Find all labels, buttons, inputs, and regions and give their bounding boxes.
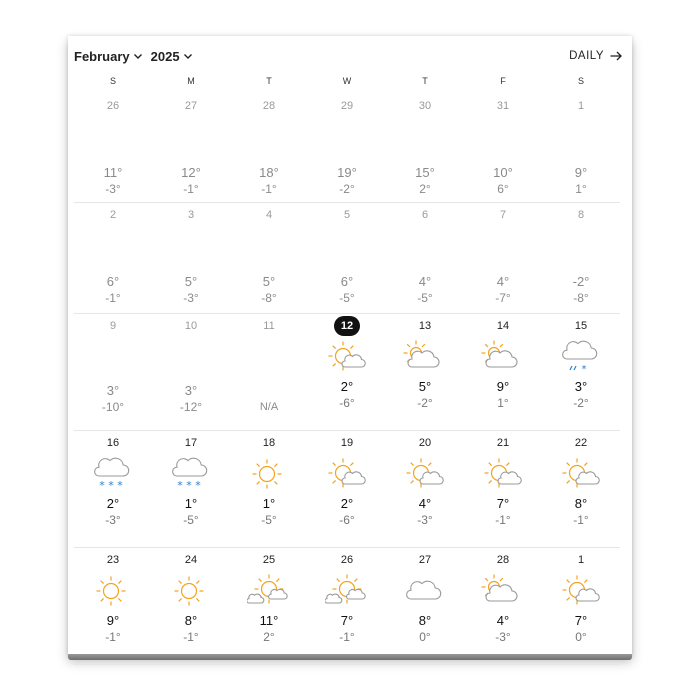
day-number: 23 bbox=[106, 554, 120, 566]
low-temperature: -12° bbox=[179, 400, 203, 414]
cloud-sun-icon bbox=[464, 572, 542, 612]
chevron-down-icon bbox=[133, 51, 143, 61]
weekday-label: W bbox=[342, 76, 352, 86]
icon-placeholder bbox=[542, 227, 620, 267]
sun-cloud-icon bbox=[308, 572, 386, 612]
day-number: 10 bbox=[184, 320, 198, 332]
temperature-block bbox=[542, 378, 620, 412]
high-temperature: 2° bbox=[340, 379, 354, 394]
icon-placeholder bbox=[74, 338, 152, 378]
day-number: 1 bbox=[577, 554, 585, 566]
temperature-block bbox=[464, 378, 542, 412]
low-temperature: -5° bbox=[417, 291, 433, 305]
weekday-label: M bbox=[187, 76, 195, 86]
high-temperature: 9° bbox=[496, 379, 510, 394]
high-temperature: 8° bbox=[574, 496, 588, 511]
weekday-label: T bbox=[422, 76, 428, 86]
snow-icon bbox=[152, 455, 230, 495]
day-number: 1 bbox=[577, 100, 585, 112]
day-number: 6 bbox=[421, 209, 429, 221]
low-temperature: -1° bbox=[105, 291, 121, 305]
day-cell[interactable] bbox=[74, 94, 152, 202]
high-temperature: 3° bbox=[106, 383, 120, 398]
low-temperature: -8° bbox=[573, 291, 589, 305]
day-number: 20 bbox=[418, 437, 432, 449]
day-cell[interactable] bbox=[386, 203, 464, 313]
week-row bbox=[74, 314, 620, 431]
day-number: 2 bbox=[109, 209, 117, 221]
low-temperature: -7° bbox=[495, 291, 511, 305]
low-temperature: -10° bbox=[101, 400, 125, 414]
day-number: 16 bbox=[106, 437, 120, 449]
day-number: 17 bbox=[184, 437, 198, 449]
low-temperature: -6° bbox=[339, 396, 355, 410]
cloud-sun-icon bbox=[464, 338, 542, 378]
cloud-icon bbox=[386, 572, 464, 612]
day-cell[interactable] bbox=[386, 431, 464, 547]
high-temperature: 10° bbox=[493, 165, 513, 180]
day-number: 27 bbox=[184, 100, 198, 112]
high-temperature: 15° bbox=[415, 165, 435, 180]
day-number: 24 bbox=[184, 554, 198, 566]
day-cell[interactable] bbox=[386, 548, 464, 664]
low-temperature: 1° bbox=[575, 182, 587, 196]
svg-text:*: * bbox=[581, 364, 587, 375]
low-temperature: -5° bbox=[339, 291, 355, 305]
day-number: 27 bbox=[418, 554, 432, 566]
month-label: February bbox=[74, 48, 130, 64]
day-cell[interactable] bbox=[542, 203, 620, 313]
svg-text:* * *: * * * bbox=[177, 479, 201, 492]
high-temperature: 5° bbox=[262, 274, 276, 289]
high-temperature: 4° bbox=[418, 274, 432, 289]
low-temperature: -1° bbox=[183, 182, 199, 196]
high-temperature: 2° bbox=[106, 496, 120, 511]
high-temperature: 4° bbox=[496, 613, 510, 628]
high-temperature: 3° bbox=[574, 379, 588, 394]
week-row bbox=[74, 431, 620, 548]
day-cell[interactable] bbox=[308, 431, 386, 547]
temperature-block bbox=[542, 612, 620, 646]
weekday-label: T bbox=[266, 76, 272, 86]
temperature-block bbox=[74, 382, 152, 416]
snow-icon bbox=[74, 455, 152, 495]
sun-icon bbox=[230, 455, 308, 495]
temperature-block bbox=[464, 273, 542, 307]
year-label: 2025 bbox=[150, 48, 180, 64]
temperature-block bbox=[542, 495, 620, 529]
icon-placeholder bbox=[152, 338, 230, 378]
low-temperature: -1° bbox=[339, 630, 355, 644]
high-temperature: 1° bbox=[262, 496, 276, 511]
temperature-block bbox=[308, 612, 386, 646]
day-cell[interactable] bbox=[308, 548, 386, 664]
icon-placeholder bbox=[152, 118, 230, 158]
day-cell[interactable] bbox=[230, 94, 308, 202]
low-temperature: -3° bbox=[183, 291, 199, 305]
low-temperature: 0° bbox=[575, 630, 587, 644]
icon-placeholder bbox=[308, 118, 386, 158]
high-temperature: 4° bbox=[496, 274, 510, 289]
high-temperature: 11° bbox=[103, 165, 123, 180]
temperature-block bbox=[386, 164, 464, 198]
high-temperature: 9° bbox=[106, 613, 120, 628]
week-row bbox=[74, 203, 620, 314]
temperature-block bbox=[152, 164, 230, 198]
temperature-block bbox=[230, 273, 308, 307]
svg-text:* * *: * * * bbox=[99, 479, 123, 492]
day-number: 13 bbox=[418, 320, 432, 332]
high-temperature: 8° bbox=[418, 613, 432, 628]
cloud-sun-icon bbox=[386, 338, 464, 378]
icon-placeholder bbox=[464, 118, 542, 158]
low-temperature: -1° bbox=[183, 630, 199, 644]
low-temperature: -2° bbox=[573, 396, 589, 410]
temperature-block bbox=[74, 495, 152, 529]
temperature-block bbox=[230, 382, 308, 416]
week-row bbox=[74, 548, 620, 665]
rain-snow-icon bbox=[542, 338, 620, 378]
arrow-right-icon bbox=[610, 51, 622, 61]
high-temperature: 8° bbox=[184, 613, 198, 628]
temperature-block bbox=[152, 612, 230, 646]
temperature-block bbox=[74, 273, 152, 307]
low-temperature: -3° bbox=[105, 182, 121, 196]
calendar-card bbox=[68, 36, 632, 656]
low-temperature: 2° bbox=[419, 182, 431, 196]
high-temperature: 2° bbox=[340, 496, 354, 511]
low-temperature: -5° bbox=[183, 513, 199, 527]
day-number: 21 bbox=[496, 437, 510, 449]
high-temperature: 5° bbox=[184, 274, 198, 289]
temperature-block bbox=[230, 612, 308, 646]
temperature-block bbox=[464, 495, 542, 529]
day-cell[interactable] bbox=[464, 94, 542, 202]
high-temperature: 9° bbox=[574, 165, 588, 180]
temperature-block bbox=[152, 495, 230, 529]
day-number: 8 bbox=[577, 209, 585, 221]
weekday-label: S bbox=[109, 76, 116, 86]
low-temperature: 2° bbox=[263, 630, 275, 644]
day-number: 26 bbox=[340, 554, 354, 566]
low-temperature: -1° bbox=[495, 513, 511, 527]
temperature-block bbox=[152, 382, 230, 416]
month-dropdown[interactable] bbox=[74, 49, 143, 64]
day-number: 29 bbox=[340, 100, 354, 112]
low-temperature: -1° bbox=[261, 182, 277, 196]
temperature-block bbox=[386, 495, 464, 529]
low-temperature: 6° bbox=[497, 182, 509, 196]
icon-placeholder bbox=[386, 227, 464, 267]
daily-label: DAILY bbox=[569, 50, 604, 62]
day-number: 4 bbox=[265, 209, 273, 221]
high-temperature: 3° bbox=[184, 383, 198, 398]
sun-cloud-icon bbox=[308, 455, 386, 495]
day-cell[interactable] bbox=[74, 203, 152, 313]
icon-placeholder bbox=[74, 118, 152, 158]
day-cell[interactable] bbox=[74, 548, 152, 664]
day-number: 3 bbox=[187, 209, 195, 221]
day-number: 9 bbox=[109, 320, 117, 332]
low-temperature: -3° bbox=[417, 513, 433, 527]
day-cell[interactable] bbox=[308, 203, 386, 313]
icon-placeholder bbox=[386, 118, 464, 158]
high-temperature: 12° bbox=[181, 165, 201, 180]
day-number: 22 bbox=[574, 437, 588, 449]
day-number: 18 bbox=[262, 437, 276, 449]
day-cell[interactable] bbox=[386, 94, 464, 202]
day-cell[interactable] bbox=[74, 431, 152, 547]
sun-cloud-icon bbox=[542, 455, 620, 495]
temperature-block bbox=[542, 273, 620, 307]
temperature-block bbox=[308, 273, 386, 307]
day-number: 28 bbox=[262, 100, 276, 112]
low-temperature: 1° bbox=[497, 396, 509, 410]
sun-cloud-icon bbox=[230, 572, 308, 612]
temperature-block bbox=[386, 612, 464, 646]
high-temperature: 6° bbox=[106, 274, 120, 289]
day-number: 31 bbox=[496, 100, 510, 112]
day-cell[interactable] bbox=[74, 314, 152, 430]
day-number: 28 bbox=[496, 554, 510, 566]
day-cell[interactable] bbox=[308, 314, 386, 430]
calendar-grid bbox=[74, 94, 620, 665]
day-cell[interactable] bbox=[542, 431, 620, 547]
day-cell[interactable] bbox=[230, 203, 308, 313]
temperature-block bbox=[152, 273, 230, 307]
day-cell[interactable] bbox=[152, 314, 230, 430]
day-cell[interactable] bbox=[230, 431, 308, 547]
day-cell[interactable] bbox=[230, 548, 308, 664]
temperature-block bbox=[308, 378, 386, 412]
temperature-block bbox=[386, 378, 464, 412]
day-cell[interactable] bbox=[464, 431, 542, 547]
temperature-block bbox=[74, 164, 152, 198]
weekday-label: S bbox=[577, 76, 584, 86]
day-cell[interactable] bbox=[542, 314, 620, 430]
icon-placeholder bbox=[464, 227, 542, 267]
no-data-label: N/A bbox=[259, 401, 279, 413]
icon-placeholder bbox=[542, 118, 620, 158]
day-number: 30 bbox=[418, 100, 432, 112]
sun-cloud-icon bbox=[464, 455, 542, 495]
day-cell[interactable] bbox=[152, 431, 230, 547]
temperature-block bbox=[230, 495, 308, 529]
month-year-selectors bbox=[74, 49, 193, 64]
day-number: 14 bbox=[496, 320, 510, 332]
day-number: 15 bbox=[574, 320, 588, 332]
day-number: 12 bbox=[334, 316, 360, 336]
day-cell[interactable] bbox=[152, 203, 230, 313]
sun-icon bbox=[152, 572, 230, 612]
day-number: 11 bbox=[263, 320, 275, 332]
high-temperature: 7° bbox=[574, 613, 588, 628]
high-temperature: 7° bbox=[340, 613, 354, 628]
high-temperature: -2° bbox=[572, 274, 590, 289]
temperature-block bbox=[386, 273, 464, 307]
day-cell[interactable] bbox=[542, 94, 620, 202]
year-dropdown[interactable] bbox=[151, 49, 193, 64]
high-temperature: 4° bbox=[418, 496, 432, 511]
low-temperature: -3° bbox=[105, 513, 121, 527]
temperature-block bbox=[74, 612, 152, 646]
temperature-block bbox=[464, 612, 542, 646]
icon-placeholder bbox=[152, 227, 230, 267]
low-temperature: -2° bbox=[339, 182, 355, 196]
daily-view-link[interactable] bbox=[569, 50, 622, 62]
low-temperature: -2° bbox=[417, 396, 433, 410]
weekday-label: F bbox=[500, 76, 506, 86]
day-number: 26 bbox=[106, 100, 120, 112]
chevron-down-icon bbox=[183, 51, 193, 61]
day-cell[interactable] bbox=[152, 548, 230, 664]
high-temperature: 1° bbox=[184, 496, 198, 511]
icon-placeholder bbox=[230, 338, 308, 378]
low-temperature: -6° bbox=[339, 513, 355, 527]
temperature-block bbox=[542, 164, 620, 198]
day-number: 7 bbox=[499, 209, 507, 221]
day-cell[interactable] bbox=[464, 548, 542, 664]
weekday-header-row bbox=[74, 76, 620, 86]
low-temperature: 0° bbox=[419, 630, 431, 644]
sun-cloud-icon bbox=[386, 455, 464, 495]
day-cell[interactable] bbox=[152, 94, 230, 202]
day-number: 19 bbox=[340, 437, 354, 449]
temperature-block bbox=[464, 164, 542, 198]
sun-cloud-icon bbox=[542, 572, 620, 612]
calendar-header bbox=[74, 46, 622, 66]
sun-cloud-icon bbox=[308, 338, 386, 378]
today-indicator bbox=[308, 314, 386, 338]
day-cell[interactable] bbox=[386, 314, 464, 430]
day-cell[interactable] bbox=[308, 94, 386, 202]
low-temperature: -8° bbox=[261, 291, 277, 305]
high-temperature: 11° bbox=[259, 613, 279, 628]
day-cell[interactable] bbox=[230, 314, 308, 430]
low-temperature: -3° bbox=[495, 630, 511, 644]
icon-placeholder bbox=[230, 118, 308, 158]
icon-placeholder bbox=[308, 227, 386, 267]
low-temperature: -1° bbox=[573, 513, 589, 527]
temperature-block bbox=[308, 164, 386, 198]
day-cell[interactable] bbox=[542, 548, 620, 664]
low-temperature: -5° bbox=[261, 513, 277, 527]
high-temperature: 19° bbox=[337, 165, 357, 180]
high-temperature: 7° bbox=[496, 496, 510, 511]
week-row bbox=[74, 94, 620, 203]
day-cell[interactable] bbox=[464, 314, 542, 430]
temperature-block bbox=[308, 495, 386, 529]
temperature-block bbox=[230, 164, 308, 198]
day-number: 25 bbox=[262, 554, 276, 566]
icon-placeholder bbox=[74, 227, 152, 267]
day-cell[interactable] bbox=[464, 203, 542, 313]
sun-icon bbox=[74, 572, 152, 612]
high-temperature: 18° bbox=[259, 165, 279, 180]
high-temperature: 5° bbox=[418, 379, 432, 394]
icon-placeholder bbox=[230, 227, 308, 267]
day-number: 5 bbox=[343, 209, 351, 221]
low-temperature: -1° bbox=[105, 630, 121, 644]
high-temperature: 6° bbox=[340, 274, 354, 289]
